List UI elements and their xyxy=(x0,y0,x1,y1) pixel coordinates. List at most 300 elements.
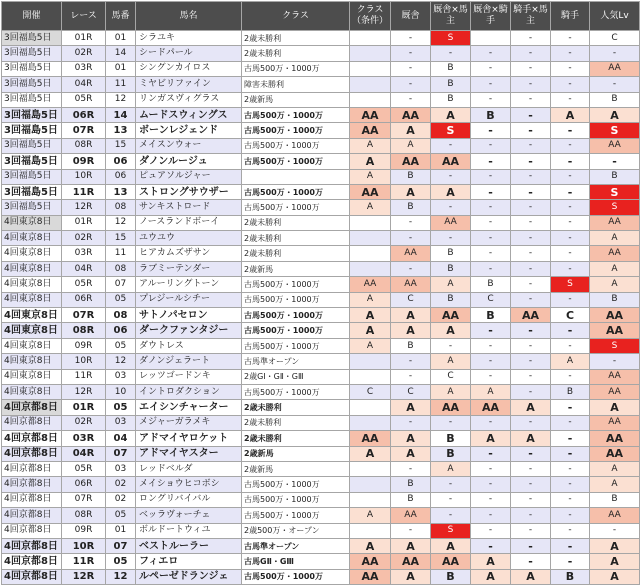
class-cell: 古馬500万・1000万 xyxy=(242,292,350,307)
horse-number-cell: 08 xyxy=(106,308,136,323)
race-cell: 05R xyxy=(62,277,106,292)
rating-cell: - xyxy=(511,538,551,553)
horse-name-cell: サトノパセロン xyxy=(136,308,242,323)
horse-name-cell: ダノンルージュ xyxy=(136,154,242,169)
rating-cell: C xyxy=(471,292,511,307)
venue-cell: 3回福島5日 xyxy=(2,107,62,122)
rating-cell: - xyxy=(511,369,551,384)
table-row xyxy=(2,277,640,292)
class-cell: 古馬500万・1000万 xyxy=(242,184,350,199)
rating-cell: S xyxy=(590,200,640,215)
rating-cell: A xyxy=(511,400,551,415)
rating-cell: - xyxy=(551,554,590,569)
rating-cell: - xyxy=(511,446,551,461)
horse-name-cell: シラユキ xyxy=(136,31,242,46)
rating-cell: - xyxy=(391,461,431,476)
table-row xyxy=(2,154,640,169)
rating-cell: AA xyxy=(391,508,431,523)
rating-cell: A xyxy=(391,446,431,461)
rating-cell: AA xyxy=(391,246,431,261)
rating-cell: A xyxy=(431,323,471,338)
venue-cell: 3回福島5日 xyxy=(2,92,62,107)
rating-cell: AA xyxy=(590,61,640,76)
rating-cell: A xyxy=(431,354,471,369)
horse-name-cell: ユウユウ xyxy=(136,231,242,246)
rating-cell xyxy=(350,492,391,507)
rating-cell: AA xyxy=(391,107,431,122)
rating-cell: - xyxy=(511,46,551,61)
rating-cell: C xyxy=(551,308,590,323)
race-cell: 07R xyxy=(62,492,106,507)
class-cell: 2歳未勝利 xyxy=(242,431,350,446)
horse-name-cell: ストロングサウザー xyxy=(136,184,242,199)
rating-cell: - xyxy=(511,184,551,199)
horse-number-cell: 05 xyxy=(106,292,136,307)
rating-cell: B xyxy=(431,569,471,584)
rating-cell: - xyxy=(511,61,551,76)
rating-cell: AA xyxy=(350,277,391,292)
venue-cell: 4回東京8日 xyxy=(2,292,62,307)
rating-cell: - xyxy=(511,508,551,523)
rating-cell: - xyxy=(511,461,551,476)
class-cell: 2歳新馬 xyxy=(242,92,350,107)
rating-cell: A xyxy=(391,138,431,153)
horse-name-cell: ミヤビリファイン xyxy=(136,77,242,92)
rating-cell: AA xyxy=(431,308,471,323)
column-header: クラス xyxy=(242,2,350,31)
rating-cell: - xyxy=(471,415,511,430)
rating-cell: - xyxy=(590,46,640,61)
horse-name-cell: メイショウヒコボシ xyxy=(136,477,242,492)
horse-number-cell: 01 xyxy=(106,523,136,538)
table-row xyxy=(2,246,640,261)
rating-cell: - xyxy=(511,92,551,107)
race-cell: 12R xyxy=(62,200,106,215)
rating-cell: - xyxy=(471,323,511,338)
table-row xyxy=(2,31,640,46)
race-cell: 02R xyxy=(62,46,106,61)
rating-cell: - xyxy=(551,77,590,92)
rating-cell: - xyxy=(551,138,590,153)
rating-cell: - xyxy=(511,215,551,230)
rating-cell: B xyxy=(431,446,471,461)
rating-cell: A xyxy=(391,431,431,446)
rating-cell: A xyxy=(471,384,511,399)
rating-cell: - xyxy=(551,415,590,430)
horse-name-cell: メジャーガラメキ xyxy=(136,415,242,430)
rating-cell: - xyxy=(551,61,590,76)
rating-cell: - xyxy=(391,215,431,230)
horse-number-cell: 06 xyxy=(106,323,136,338)
class-cell xyxy=(242,169,350,184)
race-cell: 01R xyxy=(62,31,106,46)
rating-cell: A xyxy=(350,200,391,215)
rating-cell: A xyxy=(511,431,551,446)
rating-cell: AA xyxy=(590,369,640,384)
table-row xyxy=(2,200,640,215)
rating-cell: B xyxy=(431,92,471,107)
rating-cell: A xyxy=(431,461,471,476)
rating-cell: A xyxy=(511,569,551,584)
class-cell: 古馬500万・1000万 xyxy=(242,61,350,76)
horse-number-cell: 01 xyxy=(106,61,136,76)
rating-cell: - xyxy=(471,61,511,76)
race-cell: 09R xyxy=(62,523,106,538)
rating-cell: - xyxy=(471,338,511,353)
table-row xyxy=(2,369,640,384)
rating-cell: A xyxy=(471,569,511,584)
table-row xyxy=(2,92,640,107)
rating-cell: AA xyxy=(391,277,431,292)
race-cell: 11R xyxy=(62,554,106,569)
race-cell: 08R xyxy=(62,323,106,338)
rating-cell: - xyxy=(551,169,590,184)
rating-cell: - xyxy=(551,215,590,230)
rating-cell xyxy=(471,31,511,46)
venue-cell: 3回福島5日 xyxy=(2,154,62,169)
rating-cell: A xyxy=(590,538,640,553)
rating-cell: - xyxy=(551,231,590,246)
venue-cell: 4回東京8日 xyxy=(2,261,62,276)
venue-cell: 4回京都8日 xyxy=(2,400,62,415)
rating-cell: - xyxy=(431,46,471,61)
rating-cell: - xyxy=(551,431,590,446)
rating-cell: - xyxy=(391,61,431,76)
horse-number-cell: 12 xyxy=(106,92,136,107)
rating-cell: - xyxy=(471,523,511,538)
prediction-table xyxy=(1,1,640,585)
venue-cell: 4回東京8日 xyxy=(2,246,62,261)
rating-cell: - xyxy=(551,154,590,169)
horse-name-cell: レッツゴードンキ xyxy=(136,369,242,384)
horse-name-cell: ダノンジェラート xyxy=(136,354,242,369)
venue-cell: 4回京都8日 xyxy=(2,569,62,584)
table-row xyxy=(2,338,640,353)
class-cell: 古馬500万・1000万 xyxy=(242,154,350,169)
rating-cell: B xyxy=(551,569,590,584)
rating-cell: A xyxy=(350,292,391,307)
rating-cell: - xyxy=(551,261,590,276)
rating-cell: - xyxy=(551,246,590,261)
venue-cell: 3回福島5日 xyxy=(2,138,62,153)
rating-cell: - xyxy=(471,508,511,523)
horse-number-cell: 15 xyxy=(106,231,136,246)
horse-number-cell: 12 xyxy=(106,215,136,230)
horse-name-cell: アドマイヤロケット xyxy=(136,431,242,446)
column-header: 開催 xyxy=(2,2,62,31)
rating-cell: - xyxy=(511,200,551,215)
rating-cell: AA xyxy=(590,446,640,461)
rating-cell: - xyxy=(471,477,511,492)
rating-cell: A xyxy=(431,277,471,292)
class-cell: 2歳未勝利 xyxy=(242,46,350,61)
rating-cell: - xyxy=(511,523,551,538)
rating-cell: B xyxy=(391,169,431,184)
rating-cell: - xyxy=(551,446,590,461)
rating-cell: AA xyxy=(590,215,640,230)
race-cell: 08R xyxy=(62,508,106,523)
rating-cell: - xyxy=(551,400,590,415)
table-row xyxy=(2,354,640,369)
class-cell: 2歳未勝利 xyxy=(242,400,350,415)
rating-cell: B xyxy=(590,292,640,307)
rating-cell: - xyxy=(471,446,511,461)
rating-cell: C xyxy=(391,384,431,399)
horse-number-cell: 12 xyxy=(106,569,136,584)
venue-cell: 4回京都8日 xyxy=(2,492,62,507)
race-cell: 03R xyxy=(62,246,106,261)
rating-cell: - xyxy=(511,292,551,307)
rating-cell: - xyxy=(511,415,551,430)
table-row xyxy=(2,184,640,199)
rating-cell: B xyxy=(391,338,431,353)
rating-cell: A xyxy=(391,308,431,323)
prediction-table-container xyxy=(1,1,629,585)
rating-cell: C xyxy=(391,292,431,307)
rating-cell: AA xyxy=(431,554,471,569)
rating-cell: A xyxy=(350,446,391,461)
rating-cell: - xyxy=(551,323,590,338)
class-cell: 2歳未勝利 xyxy=(242,246,350,261)
rating-cell: - xyxy=(391,77,431,92)
column-header: 馬名 xyxy=(136,2,242,31)
rating-cell: - xyxy=(551,369,590,384)
class-cell: 古馬500万・1000万 xyxy=(242,123,350,138)
rating-cell: - xyxy=(471,46,511,61)
rating-cell: B xyxy=(590,92,640,107)
rating-cell: - xyxy=(391,31,431,46)
rating-cell: B xyxy=(590,492,640,507)
rating-cell: - xyxy=(511,338,551,353)
rating-cell: AA xyxy=(350,107,391,122)
horse-number-cell: 07 xyxy=(106,277,136,292)
horse-number-cell: 11 xyxy=(106,77,136,92)
race-cell: 02R xyxy=(62,231,106,246)
horse-name-cell: エイシンチャーター xyxy=(136,400,242,415)
rating-cell: A xyxy=(350,138,391,153)
rating-cell: AA xyxy=(350,569,391,584)
rating-cell: - xyxy=(391,354,431,369)
rating-cell: - xyxy=(511,123,551,138)
venue-cell: 4回京都8日 xyxy=(2,477,62,492)
rating-cell: S xyxy=(590,123,640,138)
table-row xyxy=(2,107,640,122)
rating-cell: A xyxy=(431,384,471,399)
rating-cell: A xyxy=(391,123,431,138)
rating-cell: B xyxy=(471,277,511,292)
rating-cell: B xyxy=(471,308,511,323)
horse-name-cell: ロングリバイバル xyxy=(136,492,242,507)
venue-cell: 3回福島5日 xyxy=(2,123,62,138)
rating-cell: C xyxy=(431,369,471,384)
horse-name-cell: サンキストロード xyxy=(136,200,242,215)
table-row xyxy=(2,123,640,138)
rating-cell: - xyxy=(431,415,471,430)
horse-name-cell: シードパール xyxy=(136,46,242,61)
horse-number-cell: 05 xyxy=(106,554,136,569)
class-cell: 古馬500万・1000万 xyxy=(242,200,350,215)
horse-number-cell: 10 xyxy=(106,384,136,399)
table-row xyxy=(2,169,640,184)
horse-name-cell: ダウトレス xyxy=(136,338,242,353)
rating-cell: S xyxy=(551,277,590,292)
column-header: 騎手 xyxy=(551,2,590,31)
horse-name-cell: ルペーゼドランジェ xyxy=(136,569,242,584)
race-cell: 10R xyxy=(62,354,106,369)
horse-number-cell: 15 xyxy=(106,138,136,153)
horse-name-cell: ノースランドボーイ xyxy=(136,215,242,230)
column-header: 人気Lv xyxy=(590,2,640,31)
rating-cell: - xyxy=(551,200,590,215)
rating-cell: S xyxy=(590,184,640,199)
horse-name-cell: リンガスヴィグラス xyxy=(136,92,242,107)
rating-cell: - xyxy=(511,31,551,46)
horse-name-cell: ダークファンタジー xyxy=(136,323,242,338)
table-row xyxy=(2,215,640,230)
venue-cell: 4回東京8日 xyxy=(2,384,62,399)
table-row xyxy=(2,61,640,76)
rating-cell: AA xyxy=(471,400,511,415)
rating-cell: - xyxy=(431,200,471,215)
rating-cell: - xyxy=(511,277,551,292)
rating-cell: - xyxy=(590,523,640,538)
race-cell: 06R xyxy=(62,107,106,122)
horse-name-cell: ヒアカムズザサン xyxy=(136,246,242,261)
rating-cell: - xyxy=(511,554,551,569)
rating-cell: - xyxy=(551,92,590,107)
venue-cell: 4回京都8日 xyxy=(2,538,62,553)
rating-cell: AA xyxy=(391,554,431,569)
horse-number-cell: 03 xyxy=(106,461,136,476)
class-cell: 古馬500万・1000万 xyxy=(242,384,350,399)
class-cell: 2歳GⅠ・GⅡ・GⅢ xyxy=(242,369,350,384)
rating-cell: A xyxy=(471,554,511,569)
rating-cell xyxy=(350,477,391,492)
rating-cell: B xyxy=(431,61,471,76)
horse-number-cell: 06 xyxy=(106,154,136,169)
race-cell: 04R xyxy=(62,261,106,276)
rating-cell: - xyxy=(511,384,551,399)
horse-number-cell: 04 xyxy=(106,431,136,446)
horse-number-cell: 13 xyxy=(106,184,136,199)
rating-cell: AA xyxy=(590,415,640,430)
rating-cell: B xyxy=(431,261,471,276)
rating-cell: A xyxy=(350,323,391,338)
rating-cell: - xyxy=(471,354,511,369)
rating-cell: - xyxy=(471,369,511,384)
rating-cell: - xyxy=(471,184,511,199)
rating-cell: C xyxy=(350,384,391,399)
race-cell: 01R xyxy=(62,215,106,230)
venue-cell: 4回東京8日 xyxy=(2,277,62,292)
venue-cell: 4回京都8日 xyxy=(2,415,62,430)
rating-cell xyxy=(350,215,391,230)
horse-number-cell: 05 xyxy=(106,508,136,523)
table-row xyxy=(2,523,640,538)
rating-cell xyxy=(350,354,391,369)
rating-cell: A xyxy=(471,431,511,446)
venue-cell: 4回京都8日 xyxy=(2,446,62,461)
rating-cell: - xyxy=(391,92,431,107)
horse-number-cell: 02 xyxy=(106,492,136,507)
venue-cell: 4回東京8日 xyxy=(2,308,62,323)
rating-cell: - xyxy=(511,154,551,169)
rating-cell: - xyxy=(590,77,640,92)
venue-cell: 4回東京8日 xyxy=(2,354,62,369)
rating-cell: - xyxy=(511,323,551,338)
horse-number-cell: 03 xyxy=(106,369,136,384)
rating-cell: - xyxy=(551,46,590,61)
race-cell: 04R xyxy=(62,446,106,461)
race-cell: 06R xyxy=(62,477,106,492)
rating-cell xyxy=(350,61,391,76)
race-cell: 09R xyxy=(62,154,106,169)
race-cell: 10R xyxy=(62,169,106,184)
rating-cell xyxy=(350,77,391,92)
horse-name-cell: フィエロ xyxy=(136,554,242,569)
horse-number-cell: 08 xyxy=(106,200,136,215)
rating-cell: AA xyxy=(391,154,431,169)
venue-cell: 3回福島5日 xyxy=(2,169,62,184)
table-row xyxy=(2,231,640,246)
class-cell: 古馬500万・1000万 xyxy=(242,338,350,353)
class-cell: 古馬500万・1000万 xyxy=(242,138,350,153)
class-cell: 2歳新馬 xyxy=(242,461,350,476)
rating-cell xyxy=(350,92,391,107)
horse-number-cell: 14 xyxy=(106,46,136,61)
rating-cell: B xyxy=(391,492,431,507)
rating-cell: - xyxy=(391,231,431,246)
rating-cell: A xyxy=(350,538,391,553)
rating-cell: S xyxy=(431,123,471,138)
rating-cell: - xyxy=(551,538,590,553)
rating-cell xyxy=(350,261,391,276)
class-cell: 2歳新馬 xyxy=(242,446,350,461)
horse-name-cell: イントロダクション xyxy=(136,384,242,399)
table-row xyxy=(2,292,640,307)
rating-cell: - xyxy=(471,154,511,169)
horse-number-cell: 12 xyxy=(106,354,136,369)
venue-cell: 4回京都8日 xyxy=(2,554,62,569)
rating-cell: - xyxy=(391,369,431,384)
venue-cell: 4回東京8日 xyxy=(2,231,62,246)
rating-cell: A xyxy=(391,569,431,584)
horse-number-cell: 07 xyxy=(106,446,136,461)
rating-cell: - xyxy=(431,477,471,492)
race-cell: 07R xyxy=(62,123,106,138)
rating-cell: B xyxy=(431,246,471,261)
rating-cell: - xyxy=(511,261,551,276)
rating-cell: - xyxy=(551,123,590,138)
rating-cell: - xyxy=(511,138,551,153)
horse-number-cell: 02 xyxy=(106,477,136,492)
column-header: 厩舎×馬主 xyxy=(431,2,471,31)
rating-cell: - xyxy=(551,492,590,507)
horse-name-cell: ベッラヴォーチェ xyxy=(136,508,242,523)
rating-cell: AA xyxy=(590,508,640,523)
rating-cell: - xyxy=(471,169,511,184)
column-header: 騎手×馬主 xyxy=(511,2,551,31)
rating-cell: A xyxy=(391,323,431,338)
class-cell: 古馬500万・1000万 xyxy=(242,508,350,523)
class-cell: 2歳未勝利 xyxy=(242,31,350,46)
race-cell: 04R xyxy=(62,77,106,92)
race-cell: 12R xyxy=(62,569,106,584)
rating-cell: A xyxy=(391,184,431,199)
rating-cell: - xyxy=(471,138,511,153)
table-row xyxy=(2,384,640,399)
table-row xyxy=(2,77,640,92)
